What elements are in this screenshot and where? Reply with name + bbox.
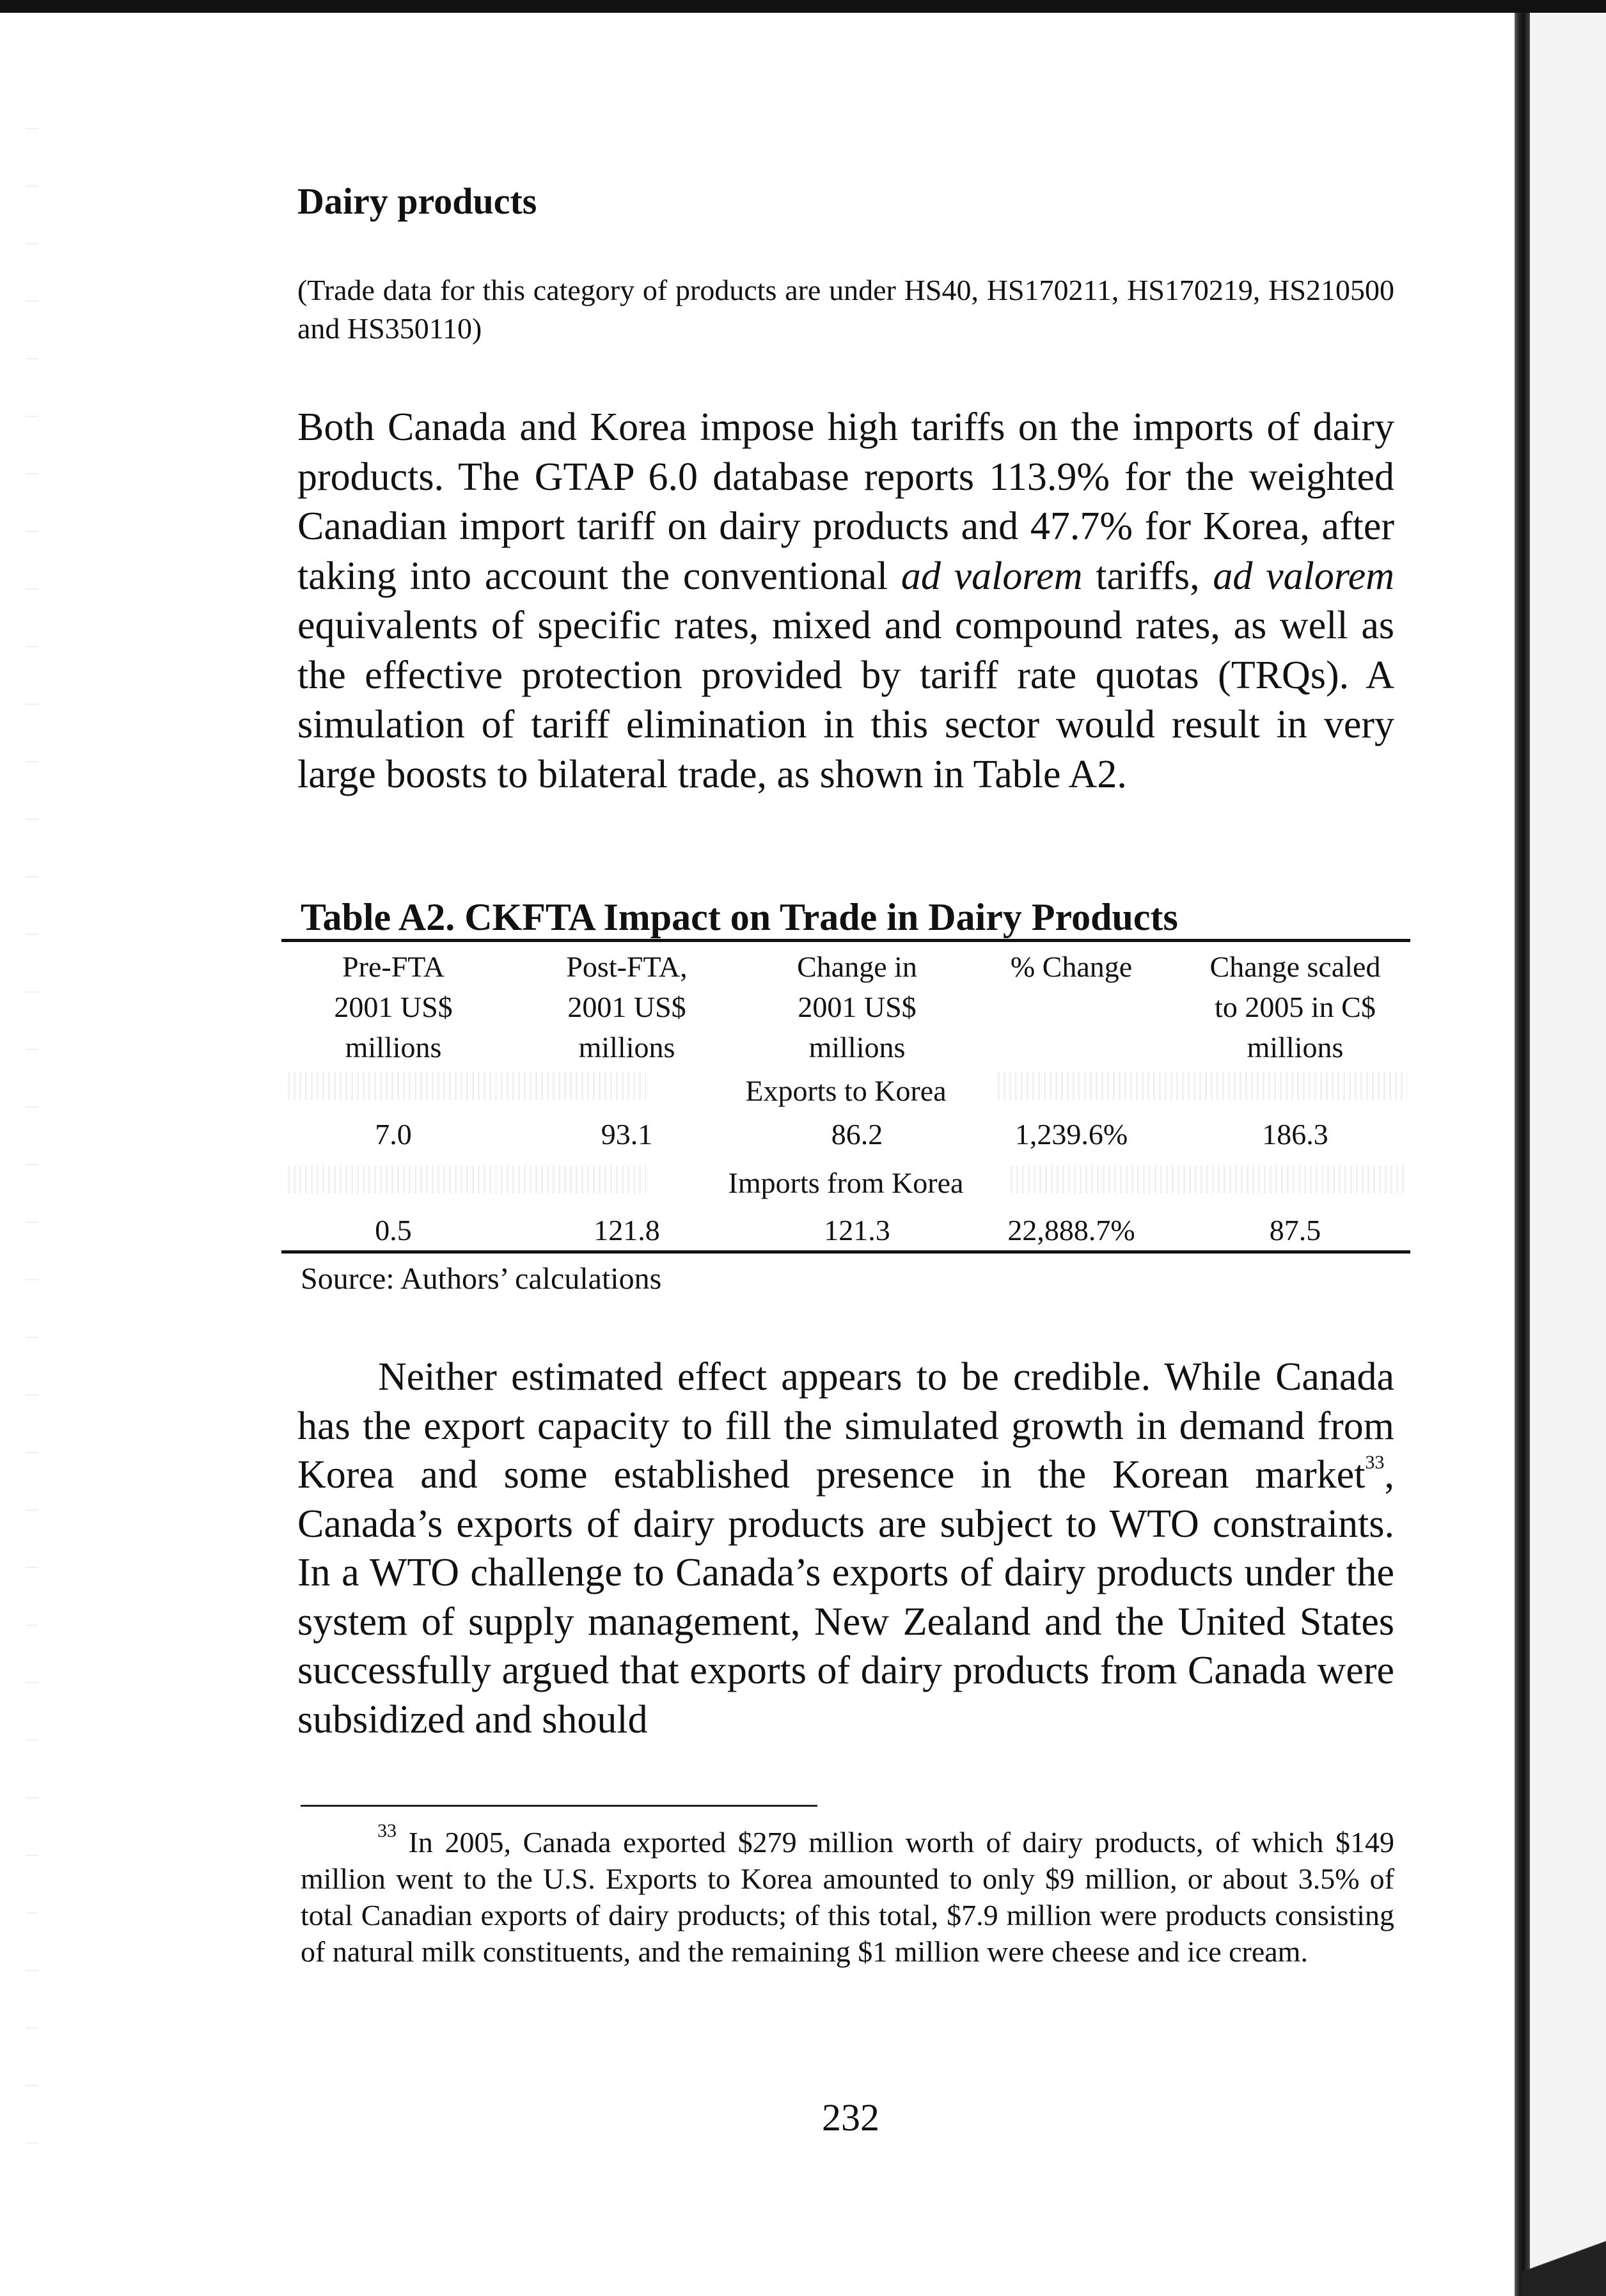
table-cell: 121.3: [824, 1214, 890, 1246]
table-bottom-rule: [281, 1250, 1410, 1254]
paragraph-1-text-a: Both Canada and Korea impose high tariffs on the imports of dairy products. The GTAP 6.0 database reports 113.9% for the weighted Canadian import tariff on dairy products and 47.7% for Korea, after taking into account the conventional: [297, 405, 1394, 598]
scan-corner: [1522, 2226, 1606, 2296]
table-title: Table A2. CKFTA Impact on Trade in Dairy Products: [301, 896, 1178, 938]
table-cell: 7.0: [375, 1118, 412, 1151]
body-paragraph-1: [297, 403, 1394, 799]
table-header-percent-change: % Change: [1010, 950, 1133, 983]
scan-margin-specks: [26, 128, 38, 2174]
table-top-rule: [281, 939, 1410, 942]
table-header-pre-fta: Pre-FTA 2001 US$ millions: [334, 950, 453, 1064]
table-cell: 0.5: [375, 1214, 412, 1246]
paragraph-1-text-c: equivalents of specific rates, mixed and compound rates, as well as the effective protection provided by tariff rate quotas (TRQs). A simulation of tariff elimination in this sector would result in very large boosts to bilateral trade, as shown in Table A2.: [297, 604, 1394, 796]
table-source: Source: Authors’ calculations: [301, 1262, 662, 1296]
table-cell: 86.2: [831, 1118, 883, 1151]
paragraph-2-text-b: , Canada’s exports of dairy products are subject to WTO constraints. In a WTO challenge to Canada’s exports of dairy products under the system of supply management, New Zealand and the United States successfully argued that exports of dairy products from Canada were subsidized and should: [297, 1453, 1394, 1742]
footnote: [301, 1820, 1394, 1970]
table-header-change-scaled: Change scaled to 2005 in C$ millions: [1209, 950, 1381, 1064]
footnote-text: In 2005, Canada exported $279 million worth of dairy products, of which $149 million went to the U.S. Exports to Korea amounted to only $9 million, or about 3.5% of total Canadian exports of dairy products; of this total, $7.9 million were products consisting of natural milk constituents, and the remaining $1 million were cheese and ice cream.: [301, 1826, 1394, 1968]
paragraph-1-text-b: tariffs,: [1082, 554, 1213, 598]
table-cell: 93.1: [601, 1118, 653, 1151]
footnote-reference[interactable]: 33: [1365, 1452, 1385, 1474]
table-cell: 22,888.7%: [1007, 1214, 1135, 1246]
paragraph-2-text-a: Neither estimated effect appears to be credible. While Canada has the export capacity to fill the simulated growth in demand from Korea and some established presence in the Korean market: [297, 1355, 1394, 1497]
table-cell: 87.5: [1269, 1214, 1321, 1246]
footnote-number: 33: [377, 1820, 397, 1841]
trade-data-note: (Trade data for this category of products are under HS40, HS170211, HS170219, HS210500 and HS350110): [297, 274, 1394, 345]
table-section-exports: Exports to Korea: [745, 1074, 947, 1107]
table-cell: 121.8: [594, 1214, 660, 1246]
scan-top-edge: [0, 0, 1606, 13]
page-edge: [1530, 13, 1606, 2296]
italic-ad-valorem-2: ad valorem: [1213, 554, 1394, 598]
book-spine-shadow: [1515, 13, 1530, 2296]
table-header-change: Change in 2001 US$ millions: [797, 950, 917, 1064]
table-header-post-fta: Post-FTA, 2001 US$ millions: [566, 950, 688, 1064]
body-paragraph-2: [297, 1353, 1394, 1744]
footnote-separator: [301, 1805, 817, 1807]
table-cell: 186.3: [1262, 1118, 1328, 1151]
italic-ad-valorem-1: ad valorem: [901, 554, 1083, 598]
section-heading: Dairy products: [297, 180, 537, 222]
page-number: 232: [822, 2096, 879, 2139]
table-cell: 1,239.6%: [1014, 1118, 1128, 1151]
table-section-imports: Imports from Korea: [728, 1167, 964, 1199]
